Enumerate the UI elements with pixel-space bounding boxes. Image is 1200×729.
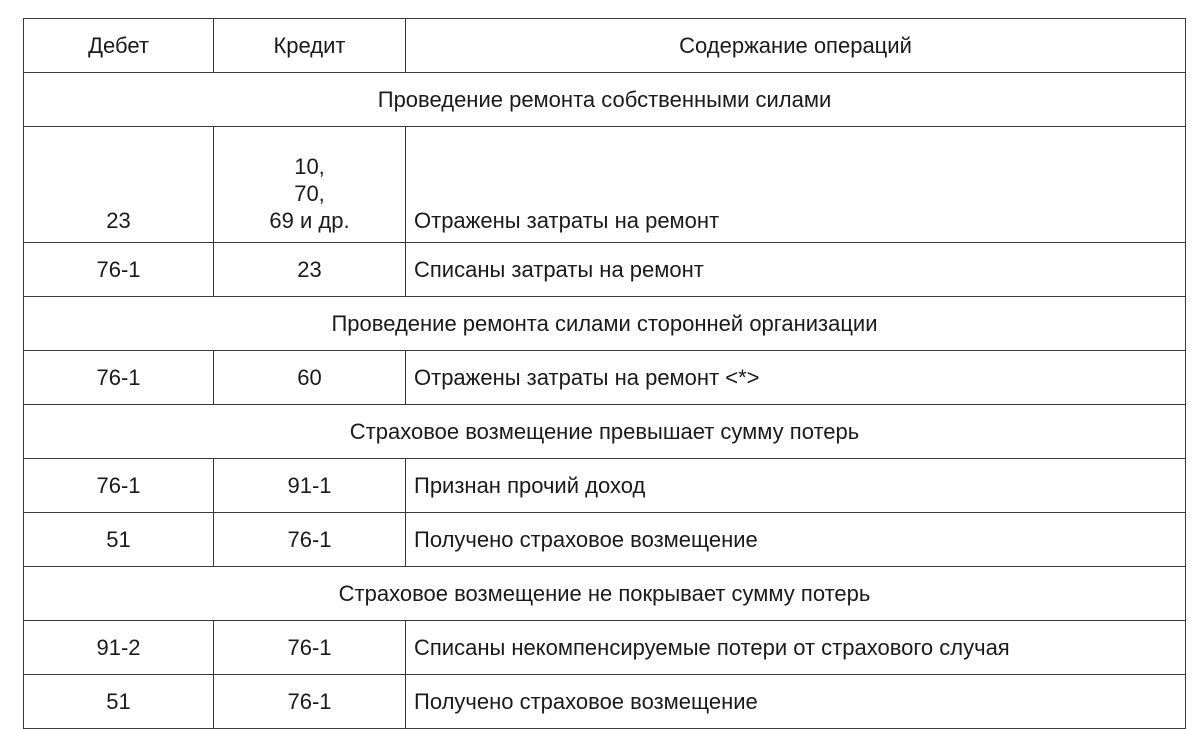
credit-cell: 23 [214,243,406,297]
credit-cell: 91-1 [214,459,406,513]
header-description: Содержание операций [406,19,1186,73]
table-row [24,243,1186,297]
description-cell: Получено страховое возмещение [406,513,1186,567]
section-row [24,405,1186,459]
debit-cell: 76-1 [24,243,214,297]
credit-line: 10, [294,154,325,179]
debit-cell: 76-1 [24,459,214,513]
table-row [24,513,1186,567]
description-cell: Отражены затраты на ремонт [406,127,1186,243]
table-header-row [24,19,1186,73]
credit-line: 70, [294,181,325,206]
header-credit: Кредит [214,19,406,73]
section-title: Страховое возмещение превышает сумму потерь [24,405,1186,459]
credit-line: 69 и др. [269,208,350,233]
accounting-entries-table [23,18,1186,729]
header-debit: Дебет [24,19,214,73]
section-title: Страховое возмещение не покрывает сумму потерь [24,567,1186,621]
table-row [24,621,1186,675]
credit-cell: 60 [214,351,406,405]
description-cell: Получено страховое возмещение [406,675,1186,729]
description-cell: Отражены затраты на ремонт <*> [406,351,1186,405]
section-title: Проведение ремонта силами сторонней организации [24,297,1186,351]
description-cell: Списаны некомпенсируемые потери от страхового случая [406,621,1186,675]
credit-cell: 76-1 [214,675,406,729]
table-row [24,459,1186,513]
description-cell: Признан прочий доход [406,459,1186,513]
description-cell: Списаны затраты на ремонт [406,243,1186,297]
credit-cell [214,127,406,243]
section-row [24,567,1186,621]
section-row [24,297,1186,351]
section-title: Проведение ремонта собственными силами [24,73,1186,127]
debit-cell: 51 [24,675,214,729]
debit-cell: 91-2 [24,621,214,675]
debit-cell: 51 [24,513,214,567]
table-row [24,351,1186,405]
debit-cell: 23 [24,127,214,243]
table-row [24,675,1186,729]
table-row [24,127,1186,243]
section-row [24,73,1186,127]
credit-cell: 76-1 [214,513,406,567]
debit-cell: 76-1 [24,351,214,405]
credit-cell: 76-1 [214,621,406,675]
